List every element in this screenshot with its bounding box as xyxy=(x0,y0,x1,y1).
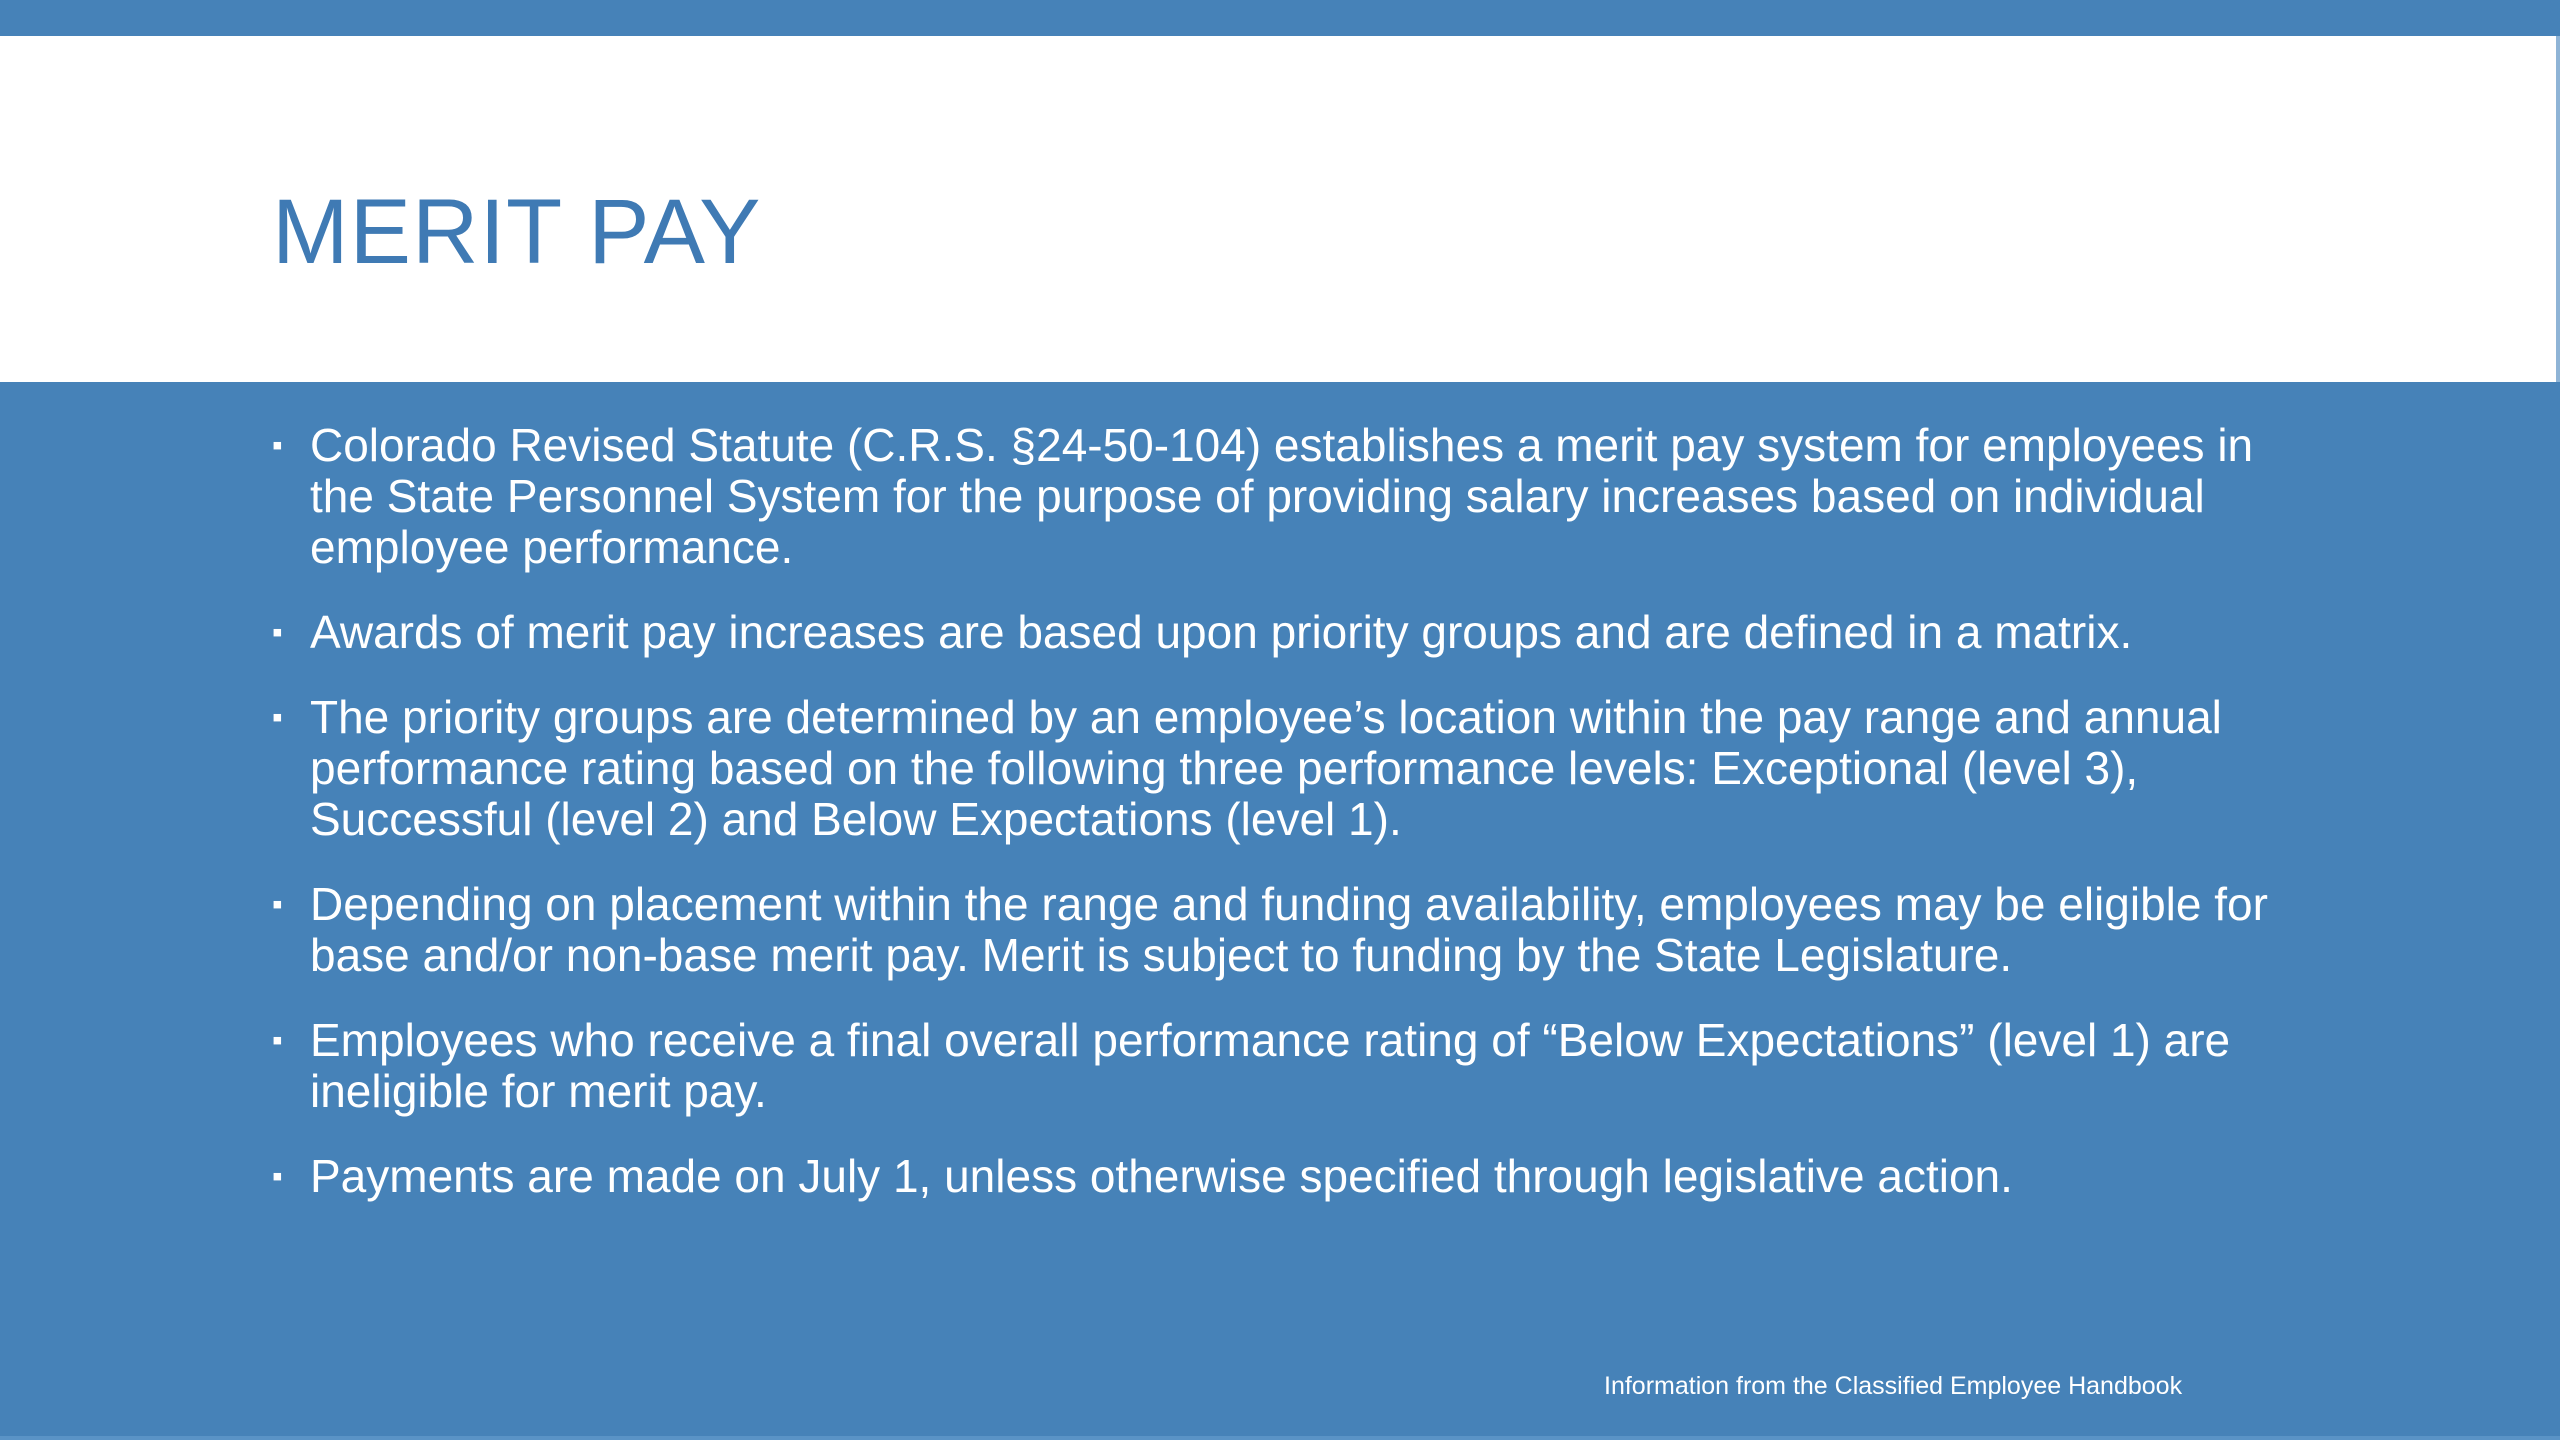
bottom-edge xyxy=(0,1436,2560,1440)
slide-body xyxy=(272,420,2292,1236)
bullet-item xyxy=(272,879,2292,981)
bullet-text: Employees who receive a final overall performance rating of “Below Expectations” (level 1) are ineligible for merit pay. xyxy=(310,1014,2231,1117)
bullet-text: Colorado Revised Statute (C.R.S. §24-50-104) establishes a merit pay system for employees in the State Personnel System for the purpose of providing salary increases based on individual employee performance. xyxy=(310,419,2254,573)
square-bullet-icon: ▪ xyxy=(272,701,283,734)
square-bullet-icon: ▪ xyxy=(272,429,283,462)
square-bullet-icon: ▪ xyxy=(272,1160,283,1193)
top-accent-bar xyxy=(0,0,2560,36)
bullet-item xyxy=(272,607,2292,658)
title-band-edge xyxy=(2556,36,2560,382)
title-band xyxy=(0,36,2556,382)
square-bullet-icon: ▪ xyxy=(272,1024,283,1057)
bullet-text: Payments are made on July 1, unless otherwise specified through legislative action. xyxy=(310,1150,2013,1202)
bullet-text: The priority groups are determined by an employee’s location within the pay range and annual performance rating based on the following three performance levels: Exceptional (level 3), Successful (level 2) and Below Expectations (level 1). xyxy=(310,691,2222,845)
bullet-text: Awards of merit pay increases are based upon priority groups and are defined in a matrix. xyxy=(310,606,2133,658)
bullet-item xyxy=(272,1015,2292,1117)
bullet-item xyxy=(272,420,2292,573)
bullet-text: Depending on placement within the range and funding availability, employees may be eligible for base and/or non-base merit pay. Merit is subject to funding by the State Legislature. xyxy=(310,878,2268,981)
square-bullet-icon: ▪ xyxy=(272,888,283,921)
bullet-list xyxy=(272,420,2292,1202)
slide-title: MERIT PAY xyxy=(272,181,762,283)
bullet-item xyxy=(272,692,2292,845)
source-footnote: Information from the Classified Employee Handbook xyxy=(1604,1372,2183,1400)
bullet-item xyxy=(272,1151,2292,1202)
square-bullet-icon: ▪ xyxy=(272,616,283,649)
